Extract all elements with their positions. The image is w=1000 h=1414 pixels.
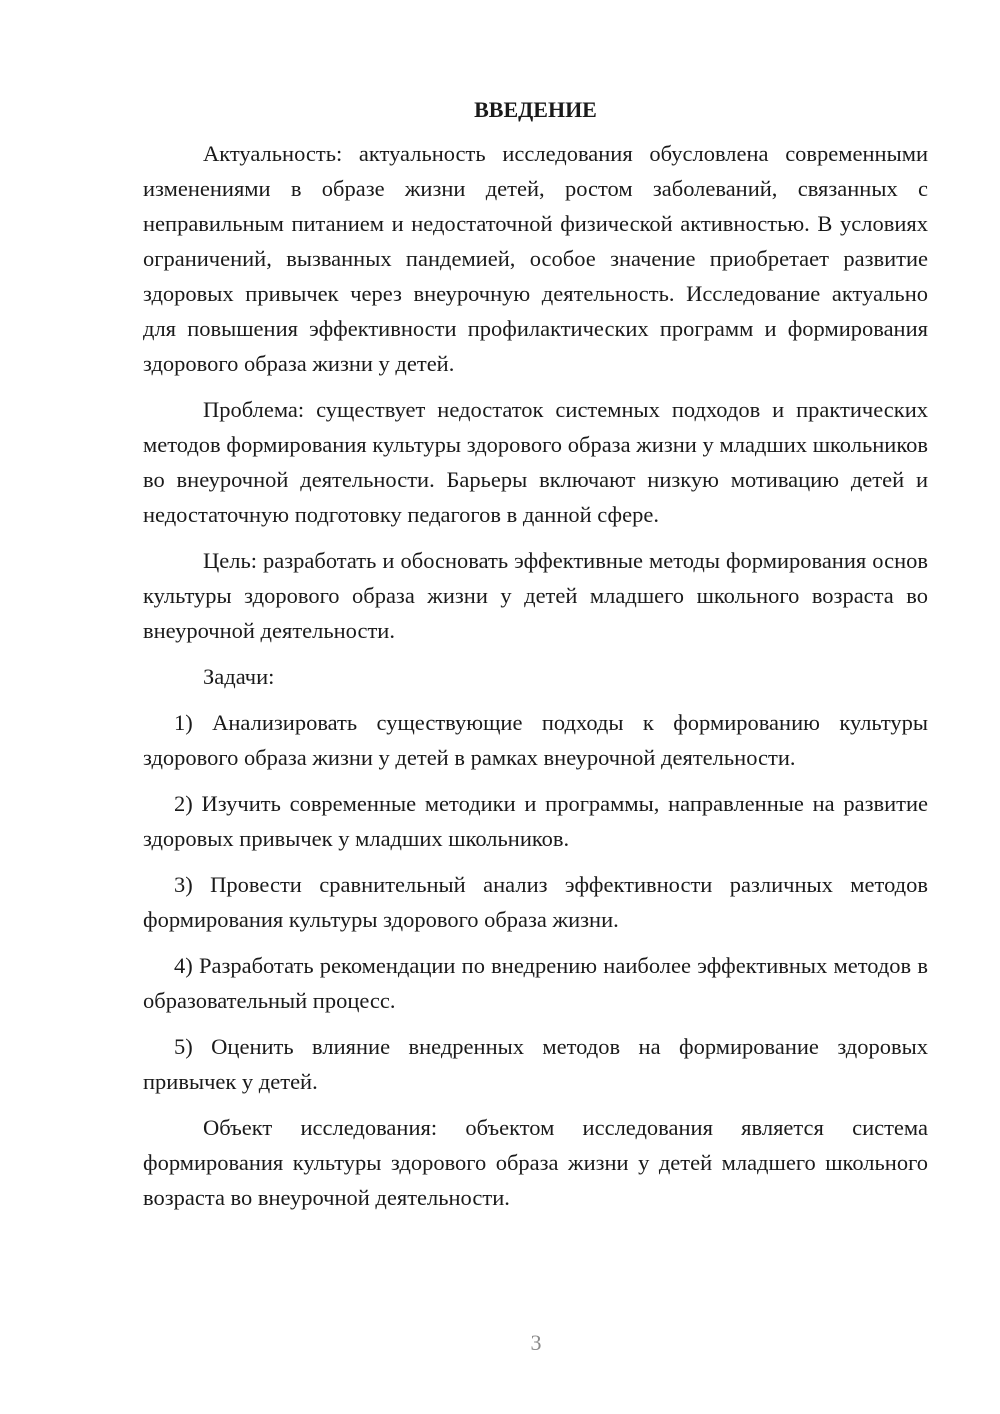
page-title: ВВЕДЕНИЕ [474,97,597,122]
page-content [143,92,928,1226]
page-number: 3 [530,1330,542,1355]
problem-paragraph: Проблема: существует недостаток системных подходов и практических методов формирования культуры здорового образа жизни у младших школьников во внеурочной деятельности. Барьеры включают низкую мотивацию детей и недостаточную подготовку педагогов в данной сфере. [143,397,928,527]
task-item-3: 3) Провести сравнительный анализ эффективности различных методов формирования культуры здорового образа жизни. [143,872,928,932]
task-item-2: 2) Изучить современные методики и программы, направленные на развитие здоровых привычек у младших школьников. [143,791,928,851]
object-paragraph: Объект исследования: объектом исследования является система формирования культуры здорового образа жизни у детей младшего школьного возраста во внеурочной деятельности. [143,1115,928,1210]
goal-paragraph: Цель: разработать и обосновать эффективные методы формирования основ культуры здорового образа жизни у детей младшего школьного возраста во внеурочной деятельности. [143,548,928,643]
task-item-5: 5) Оценить влияние внедренных методов на формирование здоровых привычек у детей. [143,1034,928,1094]
task-item-1: 1) Анализировать существующие подходы к формированию культуры здорового образа жизни у детей в рамках внеурочной деятельности. [143,710,928,770]
tasks-label: Задачи: [203,664,275,689]
task-item-4: 4) Разработать рекомендации по внедрению наиболее эффективных методов в образовательный процесс. [143,953,928,1013]
relevance-paragraph: Актуальность: актуальность исследования обусловлена современными изменениями в образе жизни детей, ростом заболеваний, связанных с неправильным питанием и недостаточной физической активностью. В условиях ограничений, вызванных пандемией, особое значение приобретает развитие здоровых привычек через внеурочную деятельность. Исследование актуально для повышения эффективности профилактических программ и формирования здорового образа жизни у детей. [143,141,928,376]
